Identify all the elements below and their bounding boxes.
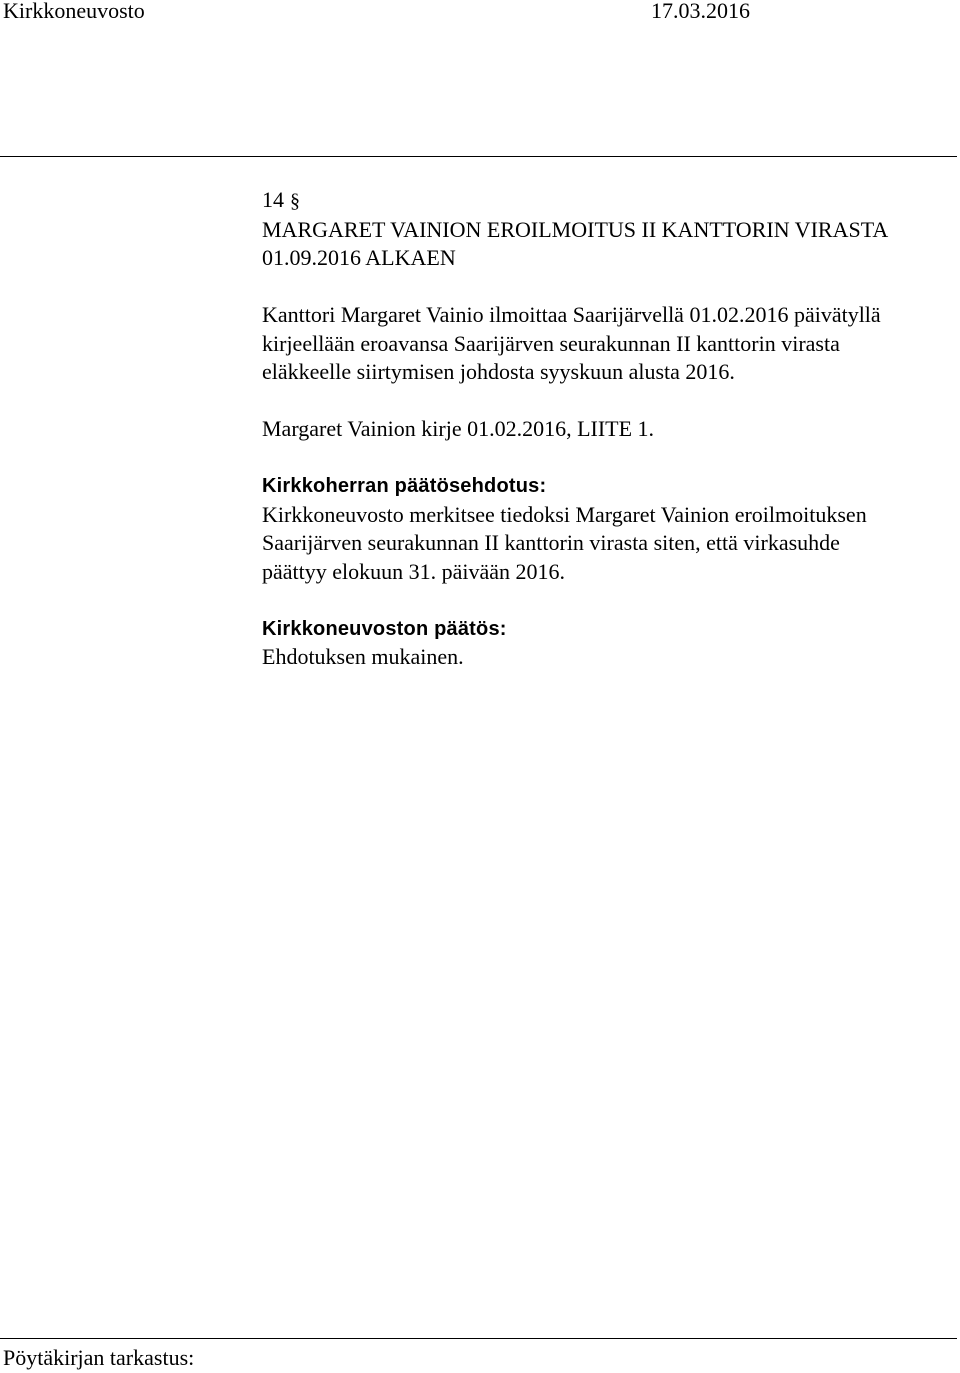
proposal-line: päättyy elokuun 31. päivään 2016.	[262, 558, 566, 584]
decision-text: Ehdotuksen mukainen.	[262, 644, 464, 669]
spacer	[262, 273, 957, 302]
agenda-item	[262, 186, 957, 672]
body-line: kirjeellään eroavansa Saarijärven seurakunnan II kanttorin virasta	[262, 330, 840, 356]
proposal-line: Kirkkoneuvosto merkitsee tiedoksi Margaret Vainion eroilmoituksen	[262, 501, 867, 527]
spacer	[262, 586, 957, 615]
body-line: eläkkeelle siirtymisen johdosta syyskuun alusta 2016.	[262, 359, 735, 384]
attachment-reference: Margaret Vainion kirje 01.02.2016, LIITE 1.	[262, 416, 655, 441]
footer-label: Pöytäkirjan tarkastus:	[3, 1345, 195, 1370]
proposal-heading: Kirkkoherran päätösehdotus:	[262, 475, 547, 497]
item-title-line-1: MARGARET VAINION EROILMOITUS II KANTTORIN VIRASTA	[262, 216, 889, 242]
item-number-line	[262, 186, 957, 216]
spacer	[262, 444, 957, 473]
decision-heading: Kirkkoneuvoston päätös:	[262, 617, 507, 640]
item-title-line-2: 01.09.2016 ALKAEN	[262, 245, 456, 270]
footer-divider	[0, 1338, 957, 1339]
header-divider	[0, 156, 957, 157]
body-line: Kanttori Margaret Vainio ilmoittaa Saarijärvellä 01.02.2016 päivätyllä	[262, 302, 881, 327]
header-organization: Kirkkoneuvosto	[3, 0, 145, 23]
spacer	[262, 387, 957, 416]
proposal-line: Saarijärven seurakunnan II kanttorin virasta siten, että virkasuhde	[262, 530, 840, 555]
item-number: 14	[262, 187, 284, 212]
section-symbol: §	[290, 190, 300, 212]
header-date: 17.03.2016	[651, 0, 750, 23]
